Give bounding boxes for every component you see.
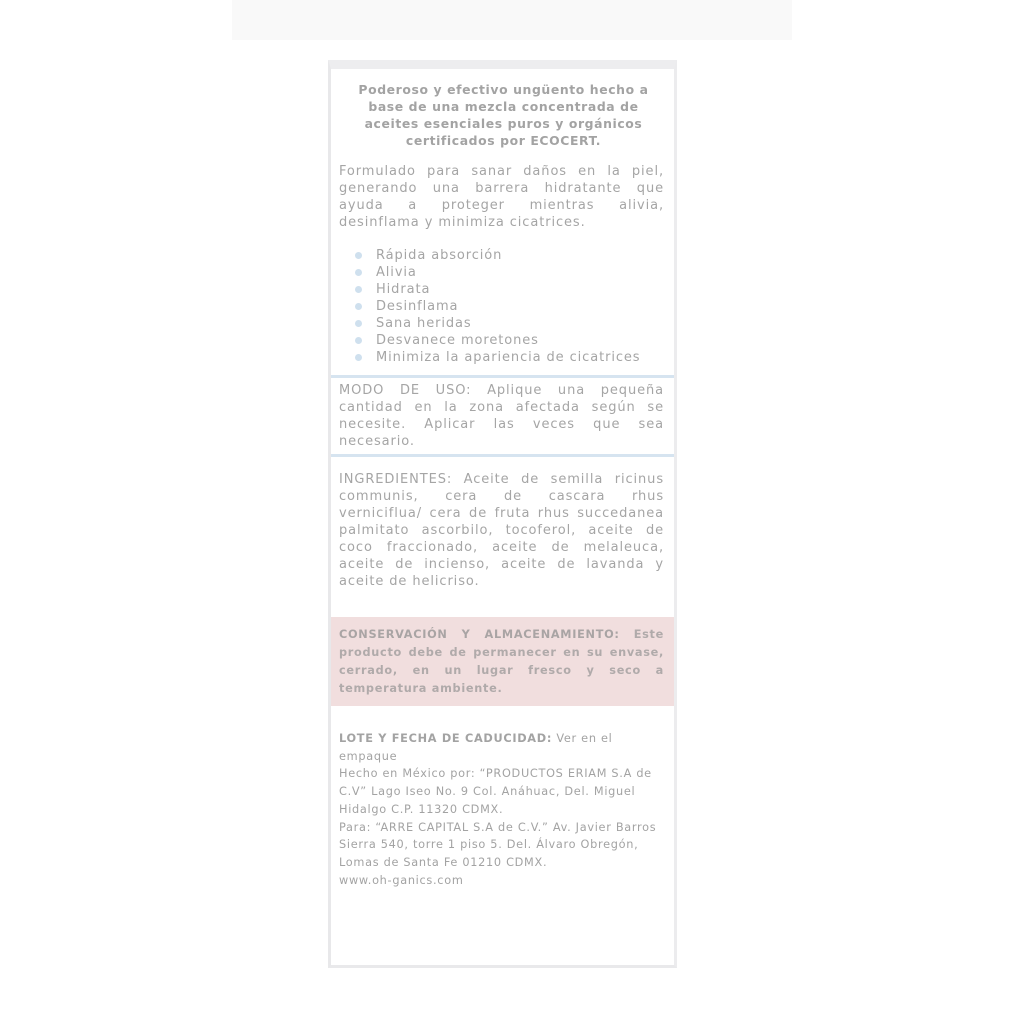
benefit-item: Alivia [351, 264, 664, 281]
bullet-dot-icon [355, 337, 362, 344]
benefit-item: Sana heridas [351, 315, 664, 332]
lot-label: LOTE Y FECHA DE CADUCIDAD: [339, 732, 553, 745]
background-band [232, 0, 792, 40]
bullet-dot-icon [355, 286, 362, 293]
benefits-list [351, 247, 664, 366]
lot-info [339, 730, 664, 765]
usage-text: MODO DE USO: Aplique una pequeña cantidad en la zona afectada según se necesite. Aplicar las veces que sea necesario. [339, 383, 664, 449]
bullet-dot-icon [355, 320, 362, 327]
description-text: Formulado para sanar daños en la piel, generando una barrera hidratante que ayuda a proteger mientras alivia, desinflama y minimiza cicatrices. [339, 164, 664, 230]
for-text: Para: “ARRE CAPITAL S.A de C.V.” Av. Javier Barros Sierra 540, torre 1 piso 5. Del. Álvaro Obregón, Lomas de Santa Fe 01210 CDMX. [339, 820, 657, 869]
bullet-dot-icon [355, 303, 362, 310]
bullet-dot-icon [355, 354, 362, 361]
conservation-block [328, 617, 677, 706]
made-in-text: Hecho en México por: “PRODUCTOS ERIAM S.A de C.V” Lago Iseo No. 9 Col. Anáhuac, Del. Miguel Hidalgo C.P. 11320 CDMX. [339, 767, 652, 816]
divider-top [329, 375, 676, 378]
legal-block [339, 730, 664, 889]
intro-text: Poderoso y efectivo ungüento hecho a base de una mezcla concentrada de aceites esenciales puros y orgánicos certificados por ECOCERT. [358, 82, 649, 148]
benefit-item: Desvanece moretones [351, 332, 664, 349]
benefit-item: Rápida absorción [351, 247, 664, 264]
ingredients-text: INGREDIENTES: Aceite de semilla ricinus communis, cera de cascara rhus verniciflua/ cera de fruta rhus succedanea palmitato ascorbilo, tocoferol, aceite de coco fraccionado, aceite de melaleuca, aceite de incienso, aceite de lavanda y aceite de helicriso. [339, 472, 664, 589]
conservation-text: Este producto debe de permanecer en su envase, cerrado, en un lugar fresco y seco a temperatura ambiente. [339, 628, 664, 695]
website-text: www.oh-ganics.com [339, 873, 464, 887]
benefit-item: Hidrata [351, 281, 664, 298]
benefit-item: Minimiza la apariencia de cicatrices [351, 349, 664, 366]
lot-text: Ver en el empaque [339, 732, 613, 763]
conservation-label: CONSERVACIÓN Y ALMACENAMIENTO: [339, 628, 620, 641]
bullet-dot-icon [355, 252, 362, 259]
bullet-dot-icon [355, 269, 362, 276]
benefit-item: Desinflama [351, 298, 664, 315]
product-box-back-panel [328, 60, 677, 968]
divider-bottom [329, 454, 676, 457]
